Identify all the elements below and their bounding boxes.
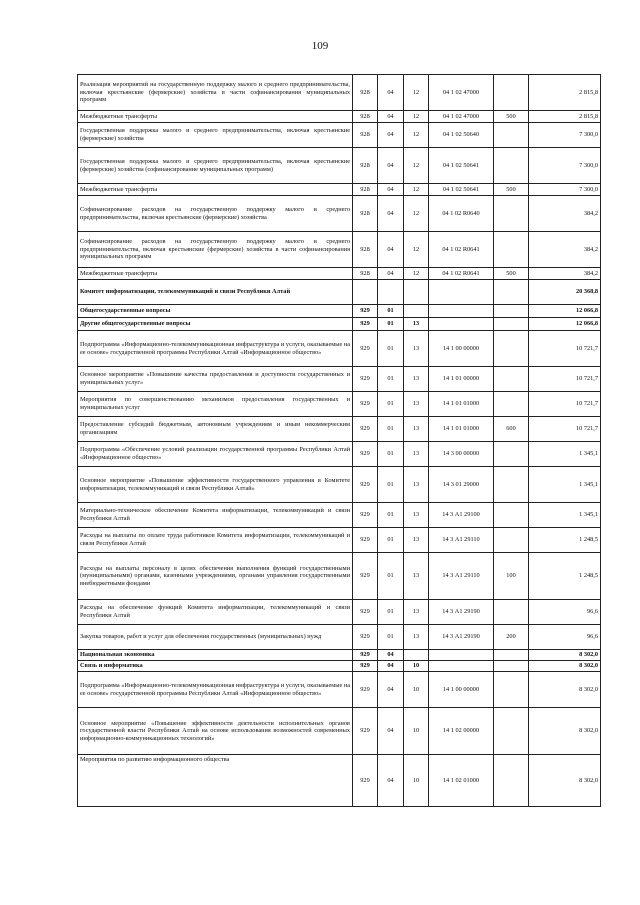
row-name-cell: Расходы на выплаты по оплате труда работников Комитета информатизации, телекоммуникаций и связи Республики Алтай <box>78 528 353 553</box>
row-sum-cell: 8 302,0 <box>529 661 601 672</box>
row-sum-cell: 1 248,5 <box>529 553 601 600</box>
table-row <box>78 417 601 442</box>
row-expense-type-cell <box>494 196 529 232</box>
row-subsection-cell: 10 <box>404 672 429 708</box>
row-name-cell: Межбюджетные трансферты <box>78 268 353 280</box>
row-subsection-cell: 12 <box>404 123 429 148</box>
row-section-cell: 04 <box>378 184 404 196</box>
row-sum-cell: 10 721,7 <box>529 392 601 417</box>
row-section-cell: 04 <box>378 268 404 280</box>
row-subsection-cell: 13 <box>404 417 429 442</box>
row-sum-cell: 7 300,0 <box>529 184 601 196</box>
row-grbs-cell: 929 <box>353 318 378 331</box>
row-target-article-cell <box>429 305 494 318</box>
row-section-cell: 04 <box>378 661 404 672</box>
row-section-cell: 04 <box>378 123 404 148</box>
row-name-cell: Софинансирование расходов на государственную поддержку малого и среднего предпринимательства, включая крестьянские (фермерские) хозяйства <box>78 196 353 232</box>
row-name-cell: Расходы на обеспечение функций Комитета информатизации, телекоммуникаций и связи Республики Алтай <box>78 600 353 625</box>
row-name-cell: Другие общегосударственные вопросы <box>78 318 353 331</box>
row-target-article-cell <box>429 318 494 331</box>
row-sum-cell: 10 721,7 <box>529 417 601 442</box>
row-section-cell: 01 <box>378 467 404 503</box>
table-row <box>78 318 601 331</box>
row-expense-type-cell <box>494 392 529 417</box>
row-subsection-cell: 12 <box>404 196 429 232</box>
row-sum-cell: 1 345,1 <box>529 467 601 503</box>
row-target-article-cell: 14 3 А1 29190 <box>429 600 494 625</box>
row-grbs-cell: 928 <box>353 184 378 196</box>
table-row <box>78 331 601 367</box>
row-section-cell: 04 <box>378 75 404 111</box>
row-grbs-cell: 929 <box>353 661 378 672</box>
row-expense-type-cell <box>494 305 529 318</box>
row-grbs-cell: 928 <box>353 123 378 148</box>
row-name-cell: Закупка товаров, работ и услуг для обеспечения государственных (муниципальных) нужд <box>78 625 353 650</box>
row-target-article-cell: 04 1 02 50640 <box>429 123 494 148</box>
row-target-article-cell: 04 1 02 R0640 <box>429 196 494 232</box>
table-row <box>78 661 601 672</box>
row-target-article-cell: 04 1 02 47000 <box>429 75 494 111</box>
row-sum-cell: 96,6 <box>529 600 601 625</box>
row-expense-type-cell <box>494 528 529 553</box>
row-section-cell: 01 <box>378 528 404 553</box>
table-row <box>78 111 601 123</box>
row-name-cell: Основное мероприятие «Повышение эффективности государственного управления в Комитете информатизации, телекоммуникаций и связи Республики Алтай» <box>78 467 353 503</box>
row-expense-type-cell <box>494 123 529 148</box>
row-subsection-cell: 13 <box>404 600 429 625</box>
row-grbs-cell: 929 <box>353 755 378 807</box>
row-subsection-cell: 10 <box>404 661 429 672</box>
row-target-article-cell: 14 3 А1 29100 <box>429 503 494 528</box>
row-subsection-cell: 12 <box>404 148 429 184</box>
row-grbs-cell: 928 <box>353 196 378 232</box>
table-row <box>78 75 601 111</box>
row-section-cell: 04 <box>378 755 404 807</box>
row-grbs-cell: 929 <box>353 467 378 503</box>
row-expense-type-cell: 500 <box>494 268 529 280</box>
row-name-cell: Софинансирование расходов на государственную поддержку малого и среднего предпринимательства, включая крестьянские (фермерские) хозяйства в части софинансирования муниципальных программ <box>78 232 353 268</box>
row-expense-type-cell: 200 <box>494 625 529 650</box>
row-sum-cell: 2 815,8 <box>529 111 601 123</box>
row-section-cell: 04 <box>378 232 404 268</box>
row-expense-type-cell <box>494 442 529 467</box>
row-sum-cell: 7 300,0 <box>529 123 601 148</box>
row-section-cell: 01 <box>378 553 404 600</box>
row-sum-cell: 12 066,8 <box>529 318 601 331</box>
table-row <box>78 755 601 807</box>
row-name-cell: Государственная поддержка малого и среднего предпринимательства, включая крестьянские (фермерские) хозяйства (софинансирование муниципальных программ) <box>78 148 353 184</box>
row-name-cell: Государственная поддержка малого и среднего предпринимательства, включая крестьянские (фермерские) хозяйства <box>78 123 353 148</box>
row-expense-type-cell <box>494 367 529 392</box>
row-target-article-cell: 14 3 А1 29110 <box>429 553 494 600</box>
row-expense-type-cell <box>494 650 529 661</box>
row-subsection-cell <box>404 280 429 305</box>
row-subsection-cell: 10 <box>404 708 429 755</box>
row-section-cell: 01 <box>378 305 404 318</box>
table-row <box>78 672 601 708</box>
row-sum-cell: 2 815,8 <box>529 75 601 111</box>
row-name-cell: Основное мероприятие «Повышение эффективности деятельности исполнительных органов государственной власти Республики Алтай на основе использования возможностей современных информационно-коммуникационных технологий» <box>78 708 353 755</box>
row-grbs-cell: 928 <box>353 111 378 123</box>
row-grbs-cell: 929 <box>353 553 378 600</box>
row-target-article-cell <box>429 650 494 661</box>
row-grbs-cell: 929 <box>353 650 378 661</box>
table-row <box>78 467 601 503</box>
row-name-cell: Межбюджетные трансферты <box>78 111 353 123</box>
row-section-cell: 01 <box>378 442 404 467</box>
row-target-article-cell: 14 1 02 00000 <box>429 708 494 755</box>
row-section-cell: 04 <box>378 650 404 661</box>
row-sum-cell: 7 300,0 <box>529 148 601 184</box>
row-grbs-cell: 929 <box>353 528 378 553</box>
row-name-cell: Предоставление субсидий бюджетным, автономным учреждениям и иным некоммерческим организациям <box>78 417 353 442</box>
row-target-article-cell: 14 1 01 00000 <box>429 367 494 392</box>
row-subsection-cell: 13 <box>404 528 429 553</box>
row-grbs-cell: 929 <box>353 600 378 625</box>
row-section-cell: 04 <box>378 148 404 184</box>
row-subsection-cell: 12 <box>404 111 429 123</box>
row-section-cell: 01 <box>378 503 404 528</box>
row-target-article-cell: 04 1 02 R0641 <box>429 232 494 268</box>
row-target-article-cell: 14 1 01 01000 <box>429 417 494 442</box>
row-grbs-cell: 929 <box>353 708 378 755</box>
row-target-article-cell: 14 1 01 01000 <box>429 392 494 417</box>
table-row <box>78 268 601 280</box>
table-row <box>78 600 601 625</box>
table-row <box>78 123 601 148</box>
row-grbs-cell: 929 <box>353 503 378 528</box>
row-subsection-cell: 13 <box>404 318 429 331</box>
row-section-cell: 04 <box>378 196 404 232</box>
row-target-article-cell: 14 1 02 01000 <box>429 755 494 807</box>
table-row <box>78 232 601 268</box>
row-name-cell: Материально-техническое обеспечение Комитета информатизации, телекоммуникаций и связи Республики Алтай <box>78 503 353 528</box>
row-expense-type-cell <box>494 467 529 503</box>
row-name-cell: Реализация мероприятий на государственную поддержку малого и среднего предпринимательства, включая крестьянские (фермерские) хозяйства в части софинансирования муниципальных программ <box>78 75 353 111</box>
table-row <box>78 503 601 528</box>
row-grbs-cell: 929 <box>353 331 378 367</box>
row-sum-cell: 384,2 <box>529 268 601 280</box>
row-name-cell: Расходы на выплаты персоналу в целях обеспечения выполнения функций государственными (муниципальными) органами, казенными учреждениями, органами управления государственными внебюджетными фондами <box>78 553 353 600</box>
row-section-cell: 01 <box>378 367 404 392</box>
row-section-cell: 01 <box>378 417 404 442</box>
row-expense-type-cell: 500 <box>494 111 529 123</box>
row-expense-type-cell <box>494 232 529 268</box>
table-row <box>78 650 601 661</box>
row-grbs-cell: 929 <box>353 442 378 467</box>
table-row <box>78 625 601 650</box>
row-grbs-cell: 929 <box>353 392 378 417</box>
row-expense-type-cell <box>494 318 529 331</box>
row-target-article-cell: 04 1 02 R0641 <box>429 268 494 280</box>
row-subsection-cell: 12 <box>404 75 429 111</box>
row-sum-cell: 10 721,7 <box>529 367 601 392</box>
table-row <box>78 305 601 318</box>
row-name-cell: Комитет информатизации, телекоммуникаций и связи Республики Алтай <box>78 280 353 305</box>
row-target-article-cell: 04 1 02 50641 <box>429 184 494 196</box>
row-subsection-cell: 13 <box>404 503 429 528</box>
row-grbs-cell: 929 <box>353 305 378 318</box>
row-target-article-cell: 04 1 02 50641 <box>429 148 494 184</box>
table-row <box>78 196 601 232</box>
row-sum-cell: 384,2 <box>529 232 601 268</box>
row-subsection-cell: 13 <box>404 553 429 600</box>
row-name-cell: Общегосударственные вопросы <box>78 305 353 318</box>
row-subsection-cell: 12 <box>404 268 429 280</box>
row-subsection-cell: 13 <box>404 392 429 417</box>
row-subsection-cell: 13 <box>404 467 429 503</box>
row-grbs-cell <box>353 280 378 305</box>
row-sum-cell: 1 248,5 <box>529 528 601 553</box>
row-sum-cell: 8 302,0 <box>529 672 601 708</box>
row-sum-cell: 1 345,1 <box>529 503 601 528</box>
row-sum-cell: 20 368,8 <box>529 280 601 305</box>
row-grbs-cell: 929 <box>353 625 378 650</box>
row-subsection-cell <box>404 650 429 661</box>
table-row <box>78 528 601 553</box>
row-expense-type-cell <box>494 75 529 111</box>
row-section-cell: 04 <box>378 708 404 755</box>
row-name-cell: Связь и информатика <box>78 661 353 672</box>
row-grbs-cell: 928 <box>353 75 378 111</box>
row-name-cell: Подпрограмма «Обеспечение условий реализации государственной программы Республики Алтай «Информационное общество» <box>78 442 353 467</box>
table-row <box>78 367 601 392</box>
row-grbs-cell: 929 <box>353 367 378 392</box>
row-expense-type-cell <box>494 708 529 755</box>
row-grbs-cell: 929 <box>353 672 378 708</box>
row-sum-cell: 96,6 <box>529 625 601 650</box>
row-sum-cell: 8 302,0 <box>529 650 601 661</box>
row-grbs-cell: 928 <box>353 232 378 268</box>
row-name-cell: Основное мероприятие «Повышение качества предоставления и доступности государственных и муниципальных услуг» <box>78 367 353 392</box>
row-section-cell: 01 <box>378 600 404 625</box>
row-section-cell: 01 <box>378 331 404 367</box>
row-target-article-cell: 14 1 00 00000 <box>429 672 494 708</box>
row-target-article-cell: 14 1 00 00000 <box>429 331 494 367</box>
row-subsection-cell: 13 <box>404 331 429 367</box>
row-target-article-cell: 14 3 А1 29190 <box>429 625 494 650</box>
row-section-cell: 04 <box>378 111 404 123</box>
table-row <box>78 184 601 196</box>
row-name-cell: Мероприятия по развитию информационного общества <box>78 755 353 807</box>
row-target-article-cell <box>429 661 494 672</box>
row-expense-type-cell <box>494 503 529 528</box>
row-section-cell: 04 <box>378 672 404 708</box>
row-expense-type-cell <box>494 148 529 184</box>
table-row <box>78 442 601 467</box>
row-subsection-cell: 13 <box>404 367 429 392</box>
row-section-cell <box>378 280 404 305</box>
row-section-cell: 01 <box>378 318 404 331</box>
row-subsection-cell <box>404 305 429 318</box>
row-grbs-cell: 928 <box>353 268 378 280</box>
row-target-article-cell: 14 3 00 00000 <box>429 442 494 467</box>
row-name-cell: Межбюджетные трансферты <box>78 184 353 196</box>
row-target-article-cell: 04 1 02 47000 <box>429 111 494 123</box>
row-name-cell: Национальная экономика <box>78 650 353 661</box>
page-number: 109 <box>311 40 329 52</box>
row-expense-type-cell: 500 <box>494 184 529 196</box>
table-row <box>78 148 601 184</box>
row-grbs-cell: 929 <box>353 417 378 442</box>
row-sum-cell: 8 302,0 <box>529 708 601 755</box>
row-subsection-cell: 13 <box>404 442 429 467</box>
table-row <box>78 553 601 600</box>
row-target-article-cell: 14 3 01 29000 <box>429 467 494 503</box>
table-row <box>78 280 601 305</box>
budget-table-body <box>78 75 601 807</box>
row-expense-type-cell <box>494 672 529 708</box>
row-expense-type-cell <box>494 755 529 807</box>
row-subsection-cell: 10 <box>404 755 429 807</box>
row-sum-cell: 8 302,0 <box>529 755 601 807</box>
row-expense-type-cell <box>494 661 529 672</box>
row-name-cell: Подпрограмма «Информационно-телекоммуникационная инфраструктура и услуги, оказываемые на ее основе» государственной программы Республики Алтай «Информационное общество» <box>78 672 353 708</box>
row-name-cell: Подпрограмма «Информационно-телекоммуникационная инфраструктура и услуги, оказываемые на ее основе» государственной программы Республики Алтай «Информационное общество» <box>78 331 353 367</box>
row-grbs-cell: 928 <box>353 148 378 184</box>
row-name-cell: Мероприятия по совершенствованию механизмов предоставления государственных и муниципальных услуг <box>78 392 353 417</box>
row-expense-type-cell <box>494 331 529 367</box>
table-row <box>78 392 601 417</box>
row-sum-cell: 384,2 <box>529 196 601 232</box>
row-section-cell: 01 <box>378 625 404 650</box>
row-expense-type-cell: 600 <box>494 417 529 442</box>
row-subsection-cell: 13 <box>404 625 429 650</box>
row-section-cell: 01 <box>378 392 404 417</box>
row-subsection-cell: 12 <box>404 184 429 196</box>
row-target-article-cell <box>429 280 494 305</box>
row-subsection-cell: 12 <box>404 232 429 268</box>
row-expense-type-cell: 100 <box>494 553 529 600</box>
row-expense-type-cell <box>494 280 529 305</box>
row-sum-cell: 1 345,1 <box>529 442 601 467</box>
row-target-article-cell: 14 3 А1 29110 <box>429 528 494 553</box>
row-expense-type-cell <box>494 600 529 625</box>
row-sum-cell: 10 721,7 <box>529 331 601 367</box>
table-row <box>78 708 601 755</box>
row-sum-cell: 12 066,8 <box>529 305 601 318</box>
budget-table <box>77 74 601 807</box>
